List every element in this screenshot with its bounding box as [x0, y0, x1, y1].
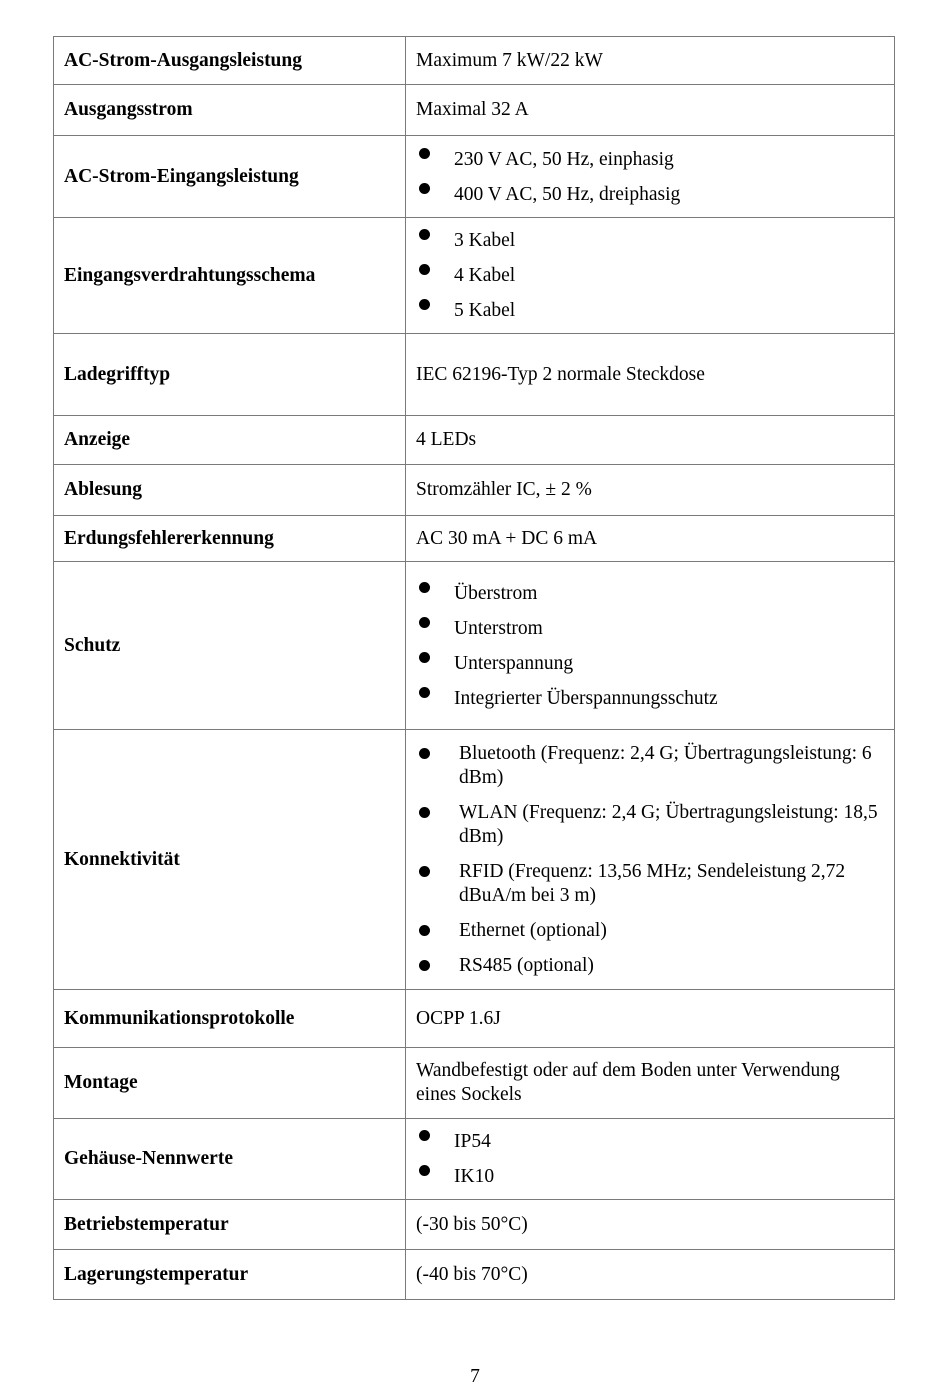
row-label: Eingangsverdrahtungsschema [54, 218, 406, 334]
list-item: 5 Kabel [416, 293, 884, 328]
list-item: 230 V AC, 50 Hz, einphasig [416, 142, 884, 177]
row-label: Ladegrifftyp [54, 334, 406, 416]
row-value: (-30 bis 50°C) [406, 1200, 895, 1250]
table-row [54, 1200, 895, 1250]
table-row [54, 416, 895, 465]
list-item: IP54 [416, 1124, 884, 1159]
table-row [54, 37, 895, 85]
table-row [54, 562, 895, 730]
list-item: 3 Kabel [416, 223, 884, 258]
row-value: 4 LEDs [406, 416, 895, 465]
list-item: Unterspannung [416, 646, 884, 681]
row-value: OCPP 1.6J [406, 990, 895, 1048]
row-label: Gehäuse-Nennwerte [54, 1119, 406, 1200]
row-label: AC-Strom-Eingangsleistung [54, 136, 406, 218]
row-value: Wandbefestigt oder auf dem Boden unter Verwendung eines Sockels [406, 1048, 895, 1119]
table-row [54, 1048, 895, 1119]
table-row [54, 136, 895, 218]
row-label: Lagerungstemperatur [54, 1250, 406, 1300]
list-item: Überstrom [416, 576, 884, 611]
list-item: IK10 [416, 1159, 884, 1194]
table-row [54, 516, 895, 562]
list-item: Bluetooth (Frequenz: 2,4 G; Übertragungsleistung: 6 dBm) [416, 742, 884, 790]
list-item: WLAN (Frequenz: 2,4 G; Übertragungsleistung: 18,5 dBm) [416, 801, 884, 849]
row-label: Ausgangsstrom [54, 85, 406, 136]
row-value: Maximum 7 kW/22 kW [406, 37, 895, 85]
row-value [406, 136, 895, 218]
list-item: 4 Kabel [416, 258, 884, 293]
row-value [406, 218, 895, 334]
table-row [54, 465, 895, 516]
list-item: Ethernet (optional) [416, 919, 884, 943]
list-item: 400 V AC, 50 Hz, dreiphasig [416, 177, 884, 212]
row-label: Erdungsfehlererkennung [54, 516, 406, 562]
row-label: Anzeige [54, 416, 406, 465]
table-row [54, 1250, 895, 1300]
row-value [406, 1119, 895, 1200]
row-value: Maximal 32 A [406, 85, 895, 136]
list-item: Integrierter Überspannungsschutz [416, 681, 884, 716]
row-value: Stromzähler IC, ± 2 % [406, 465, 895, 516]
row-value [406, 562, 895, 730]
table-row [54, 990, 895, 1048]
table-row [54, 1119, 895, 1200]
table-row [54, 85, 895, 136]
row-label: Betriebstemperatur [54, 1200, 406, 1250]
row-label: Konnektivität [54, 730, 406, 990]
row-value: IEC 62196-Typ 2 normale Steckdose [406, 334, 895, 416]
table-row [54, 334, 895, 416]
list-item: Unterstrom [416, 611, 884, 646]
list-item: RFID (Frequenz: 13,56 MHz; Sendeleistung 2,72 dBuA/m bei 3 m) [416, 860, 884, 908]
list-item: RS485 (optional) [416, 954, 884, 978]
row-label: Kommunikationsprotokolle [54, 990, 406, 1048]
row-value [406, 730, 895, 990]
spec-table [53, 36, 895, 1300]
page-number: 7 [470, 1366, 480, 1387]
row-label: Schutz [54, 562, 406, 730]
table-row [54, 218, 895, 334]
row-label: AC-Strom-Ausgangsleistung [54, 37, 406, 85]
row-value: (-40 bis 70°C) [406, 1250, 895, 1300]
row-label: Montage [54, 1048, 406, 1119]
row-value: AC 30 mA + DC 6 mA [406, 516, 895, 562]
row-label: Ablesung [54, 465, 406, 516]
table-row [54, 730, 895, 990]
